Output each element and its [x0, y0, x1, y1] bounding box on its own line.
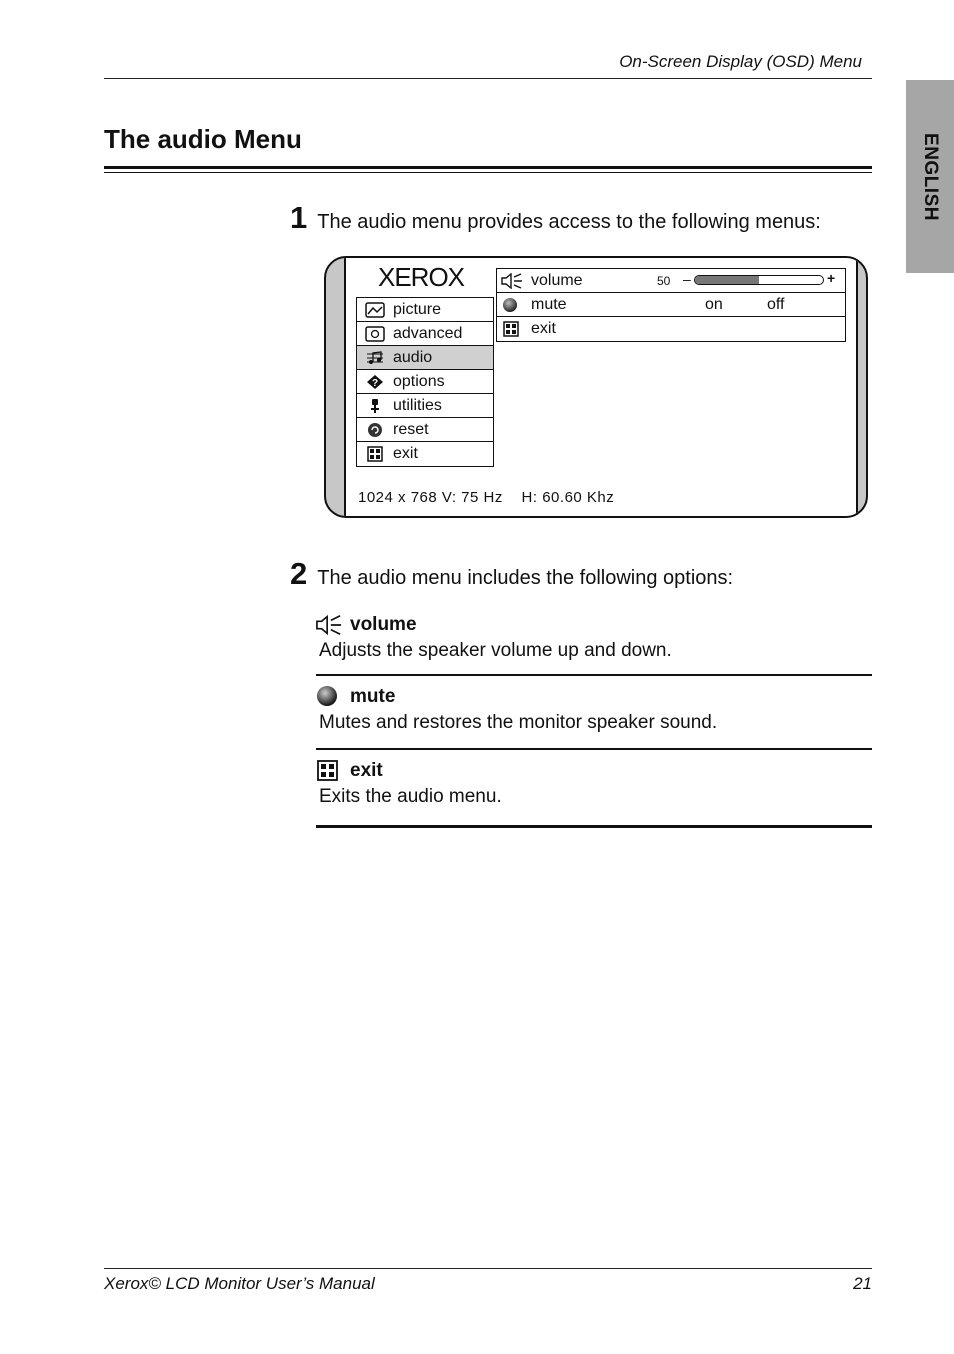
osd-menu-item-reset[interactable] — [357, 418, 493, 442]
option-exit — [316, 760, 872, 808]
picture-icon — [365, 302, 385, 318]
step-1-number: 1 — [290, 200, 308, 235]
xerox-logo: XEROX — [378, 262, 465, 292]
option-divider-final — [316, 825, 872, 828]
option-description: Adjusts the speaker volume up and down. — [319, 640, 672, 661]
exit-icon — [365, 446, 385, 462]
option-name: exit — [350, 760, 383, 781]
osd-sub-label: mute — [531, 295, 567, 313]
mute-icon — [316, 686, 342, 708]
osd-sub-exit[interactable] — [497, 317, 845, 341]
osd-screenshot — [324, 256, 868, 518]
step-2-text: The audio menu includes the following options: — [317, 567, 734, 589]
language-tab — [906, 80, 954, 273]
step-1-text: The audio menu provides access to the following menus: — [317, 211, 821, 233]
osd-menu-item-advanced[interactable] — [357, 322, 493, 346]
exit-icon — [501, 321, 523, 337]
osd-menu-label: reset — [393, 420, 429, 438]
option-divider — [316, 674, 872, 676]
osd-menu-label: audio — [393, 348, 433, 366]
volume-slider[interactable] — [694, 275, 824, 285]
step-1 — [290, 200, 821, 236]
section-divider-thick — [104, 166, 872, 169]
option-mute — [316, 686, 872, 734]
osd-menu-item-utilities[interactable] — [357, 394, 493, 418]
option-name: volume — [350, 614, 417, 635]
reset-icon — [365, 422, 385, 438]
volume-slider-fill — [695, 276, 759, 284]
running-header: On-Screen Display (OSD) Menu — [619, 52, 862, 71]
audio-icon — [365, 350, 385, 366]
utilities-icon — [365, 398, 385, 414]
osd-menu-label: utilities — [393, 396, 442, 414]
option-divider — [316, 748, 872, 750]
osd-resolution: 1024 x 768 V: 75 Hz — [358, 489, 503, 506]
mute-off-option[interactable]: off — [767, 295, 785, 313]
volume-decrease[interactable]: – — [683, 271, 691, 287]
option-name: mute — [350, 686, 396, 707]
osd-menu-item-options[interactable] — [357, 370, 493, 394]
svg-text:?: ? — [371, 377, 379, 389]
advanced-icon — [365, 326, 385, 342]
osd-status-line — [358, 489, 614, 506]
osd-menu-item-exit[interactable] — [357, 442, 493, 466]
page-number: 21 — [853, 1274, 872, 1293]
osd-menu-label: advanced — [393, 324, 463, 342]
options-icon — [365, 374, 385, 390]
osd-menu-item-picture[interactable] — [357, 298, 493, 322]
option-description: Exits the audio menu. — [319, 786, 502, 807]
osd-menu-item-audio[interactable] — [357, 346, 493, 370]
volume-value: 50 — [657, 273, 671, 288]
osd-menu-label: options — [393, 372, 445, 390]
header-divider — [104, 78, 872, 79]
footer-manual-title: Xerox© LCD Monitor User’s Manual — [104, 1274, 375, 1293]
footer-divider — [104, 1268, 872, 1269]
step-2-number: 2 — [290, 556, 308, 591]
option-volume — [316, 614, 872, 662]
speaker-icon — [501, 273, 523, 289]
osd-menu-label: picture — [393, 300, 442, 318]
option-description: Mutes and restores the monitor speaker sound. — [319, 712, 718, 733]
mute-on-option[interactable]: on — [705, 295, 723, 313]
speaker-icon — [316, 614, 342, 636]
osd-main-menu — [356, 297, 494, 467]
osd-sub-volume[interactable] — [497, 269, 845, 293]
osd-menu-label: exit — [393, 445, 418, 462]
osd-audio-submenu — [496, 268, 846, 342]
exit-icon — [316, 760, 342, 782]
section-title: The audio Menu — [104, 124, 302, 154]
osd-sub-mute[interactable] — [497, 293, 845, 317]
volume-increase[interactable]: + — [827, 270, 836, 286]
osd-panel — [344, 258, 858, 516]
language-tab-label: ENGLISH — [920, 132, 941, 221]
osd-sub-label: volume — [531, 271, 583, 289]
osd-sub-label: exit — [531, 320, 556, 337]
step-2 — [290, 556, 733, 592]
section-divider-thin — [104, 172, 872, 173]
osd-hfreq: H: 60.60 Khz — [521, 489, 615, 506]
mute-icon — [501, 297, 523, 313]
